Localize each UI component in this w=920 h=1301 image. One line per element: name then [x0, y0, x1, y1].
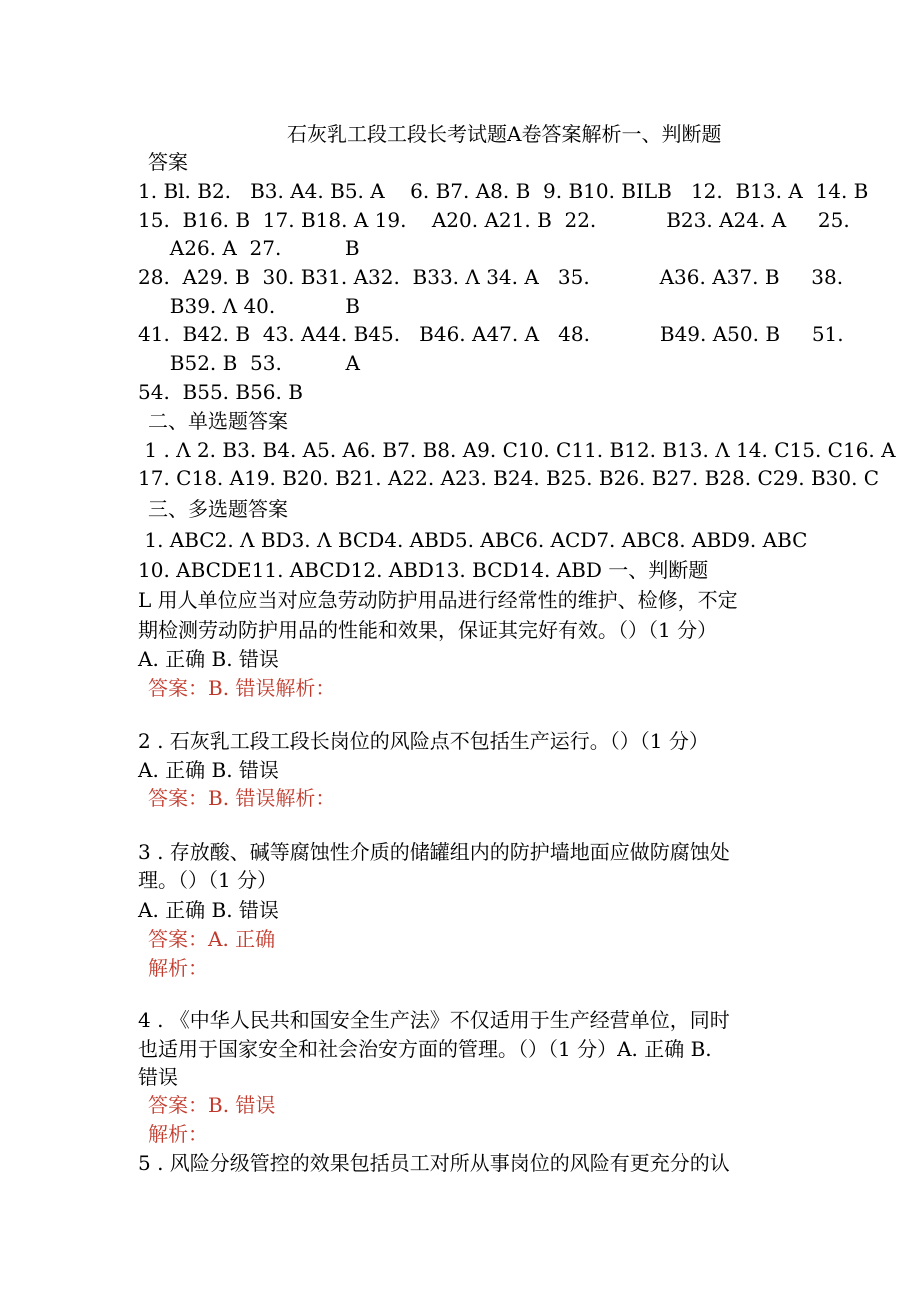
- single-answer-row: 17. C18. A19. B20. B21. A22. A23. B24. B25. B26. B27. B28. C29. B30. C: [138, 466, 880, 490]
- question-3-analysis: 解析：: [148, 956, 208, 980]
- multi-answer-row: 10. ABCDE11. ABCD12. ABD13. BCD14. ABD 一、判断题: [138, 558, 709, 582]
- judge-answer-row: 1. Bl. B2. B3. A4. B5. A 6. B7. A8. B 9. B10. BILB 12. B13. A 14. B: [138, 179, 869, 203]
- question-4-analysis: 解析：: [148, 1122, 208, 1146]
- judge-answer-row: 15. B16. B 17. B18. A 19. A20. A21. B 22. B23. A24. A 25.: [138, 208, 850, 232]
- question-3-line: 3 . 存放酸、碱等腐蚀性介质的储罐组内的防护墙地面应做防腐蚀处: [138, 840, 730, 864]
- question-2-options: A. 正确 B. 错误: [138, 758, 279, 782]
- judge-answer-row: B52. B 53. A: [138, 351, 360, 375]
- doc-title: 石灰乳工段工段长考试题A卷答案解析一、判断题: [287, 122, 722, 146]
- question-3-line: 理。（）（1 分）: [138, 868, 278, 892]
- judge-answer-row: 41. B42. B 43. A44. B45. B46. A47. A 48. B49. A50. B 51.: [138, 322, 844, 346]
- question-2-answer: 答案：B. 错误解析：: [148, 786, 336, 810]
- question-4-line: 错误: [138, 1065, 178, 1089]
- judge-answer-row: 54. B55. B56. B: [138, 380, 303, 404]
- question-1-answer: 答案：B. 错误解析：: [148, 676, 336, 700]
- question-3-options: A. 正确 B. 错误: [138, 898, 279, 922]
- judge-answer-row: A26. A 27. B: [138, 236, 360, 260]
- multi-answers-heading: 三、多选题答案: [148, 497, 288, 521]
- question-2-line: 2 . 石灰乳工段工段长岗位的风险点不包括生产运行。（）（1 分）: [138, 729, 709, 753]
- judge-answer-row: B39. Λ 40. B: [138, 294, 360, 318]
- single-answers-heading: 二、单选题答案: [148, 409, 288, 433]
- question-3-answer: 答案：A. 正确: [148, 927, 276, 951]
- multi-answer-row: 1. ABC2. Λ BD3. Λ BCD4. ABD5. ABC6. ACD7. ABC8. ABD9. ABC: [138, 528, 808, 552]
- question-4-line: 也适用于国家安全和社会治安方面的管理。（）（1 分）A. 正确 B.: [138, 1037, 712, 1061]
- single-answer-row: 1 . Λ 2. B3. B4. A5. A6. B7. B8. A9. C10. C11. B12. B13. Λ 14. C15. C16. A: [138, 438, 896, 462]
- question-1-line: 期检测劳动防护用品的性能和效果，保证其完好有效。（）（1 分）: [138, 618, 718, 642]
- question-1-line: L 用人单位应当对应急劳动防护用品进行经常性的维护、检修，不定: [138, 588, 738, 612]
- question-5-line: 5 . 风险分级管控的效果包括员工对所从事岗位的风险有更充分的认: [138, 1151, 730, 1175]
- judge-answer-row: 28. A29. B 30. B31. A32. B33. Λ 34. A 35. A36. A37. B 38.: [138, 265, 844, 289]
- question-4-line: 4 . 《中华人民共和国安全生产法》不仅适用于生产经营单位，同时: [138, 1008, 730, 1032]
- question-1-options: A. 正确 B. 错误: [138, 647, 279, 671]
- question-4-answer: 答案：B. 错误: [148, 1093, 276, 1117]
- judge-answers-heading: 答案: [148, 150, 188, 174]
